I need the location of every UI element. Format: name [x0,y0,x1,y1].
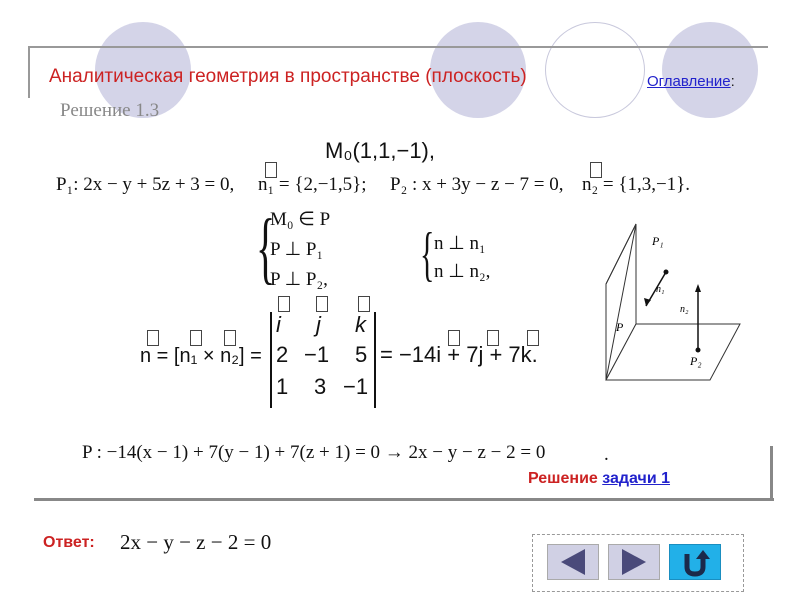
determinant-right-bar [374,312,376,408]
frame-left-line [28,46,30,98]
normal1-vector: n₁ = {2,−1,5}; [258,174,367,195]
arrow-left-icon [548,545,598,579]
label-p: P [616,320,624,334]
system2-line-1: n ⊥ n₁ [434,233,486,254]
answer-label: Ответ: [43,534,95,551]
vector-arrow-placeholder-n1b [190,330,202,346]
determinant-left-bar [270,312,272,408]
subtitle: Решение 1.3 [60,100,160,121]
return-icon [670,545,720,579]
point-m0: M₀(1,1,−1), [325,138,435,163]
next-slide-button[interactable] [608,544,660,580]
answer-value: 2x − y − z − 2 = 0 [120,530,272,554]
det-r3-c2: 3 [314,374,327,399]
plane2-equation: P₂ : x + 3y − z − 7 = 0, [390,174,564,195]
system2-brace: { [420,221,435,287]
normal2-vector: n₂ = {1,3,−1}. [582,174,691,195]
arrow-right-icon [609,545,659,579]
return-button[interactable] [669,544,721,580]
final-plane-equation: P : −14(x − 1) + 7(y − 1) + 7(z + 1) = 0 → 2x − y − z − 2 = 0 [82,442,546,463]
cross-product-lhs: n = [n₁ × n₂] = [140,345,262,367]
toc-link[interactable]: Оглавление [647,73,731,90]
label-n2: n₂ [680,304,689,315]
vector-arrow-placeholder-n [147,330,159,346]
det-k: k [355,312,366,337]
label-p2: P₂ [690,354,702,368]
label-p1: P₁ [652,234,664,248]
det-i: i [276,312,281,337]
final-dot: . [604,444,609,465]
plane1-equation: P₁: 2x − y + 5z + 3 = 0, [56,174,235,195]
solution-link-wrapper [528,470,670,488]
frame-right-line [770,446,773,501]
system1-line-1: M₀ ∈ P [270,209,331,230]
det-r2-c1: 2 [276,342,289,367]
toc-colon: : [730,73,735,90]
det-r3-c3: −1 [343,374,369,399]
solution-link[interactable]: задачи 1 [602,470,671,487]
vector-arrow-placeholder-j [316,296,328,312]
system1-line-2: P ⊥ P₁ [270,239,324,260]
planes-diagram [600,214,746,386]
cross-product-rhs: = −14i + 7j + 7k. [380,342,538,367]
label-n1: n₁ [656,284,665,295]
system2-line-2: n ⊥ n₂, [434,261,491,282]
det-j: j [316,312,321,337]
prev-slide-button[interactable] [547,544,599,580]
frame-top-line [28,46,768,48]
vector-arrow-placeholder-i [278,296,290,312]
decor-circle-3 [545,22,645,118]
frame-bottom-line [34,498,774,501]
det-r3-c1: 1 [276,374,289,399]
solution-label: Решение [528,470,603,487]
det-r2-c3: 5 [355,342,368,367]
planes-diagram-svg [600,214,746,386]
system1-brace: { [256,204,276,292]
toc-wrapper [647,73,735,90]
vector-arrow-placeholder-k [358,296,370,312]
page-title: Аналитическая геометрия в пространстве (плоскость) [49,66,527,87]
vector-arrow-placeholder-n2b [224,330,236,346]
det-r2-c2: −1 [304,342,330,367]
decor-circle-4 [662,22,758,118]
system1-line-3: P ⊥ P₂, [270,269,328,290]
